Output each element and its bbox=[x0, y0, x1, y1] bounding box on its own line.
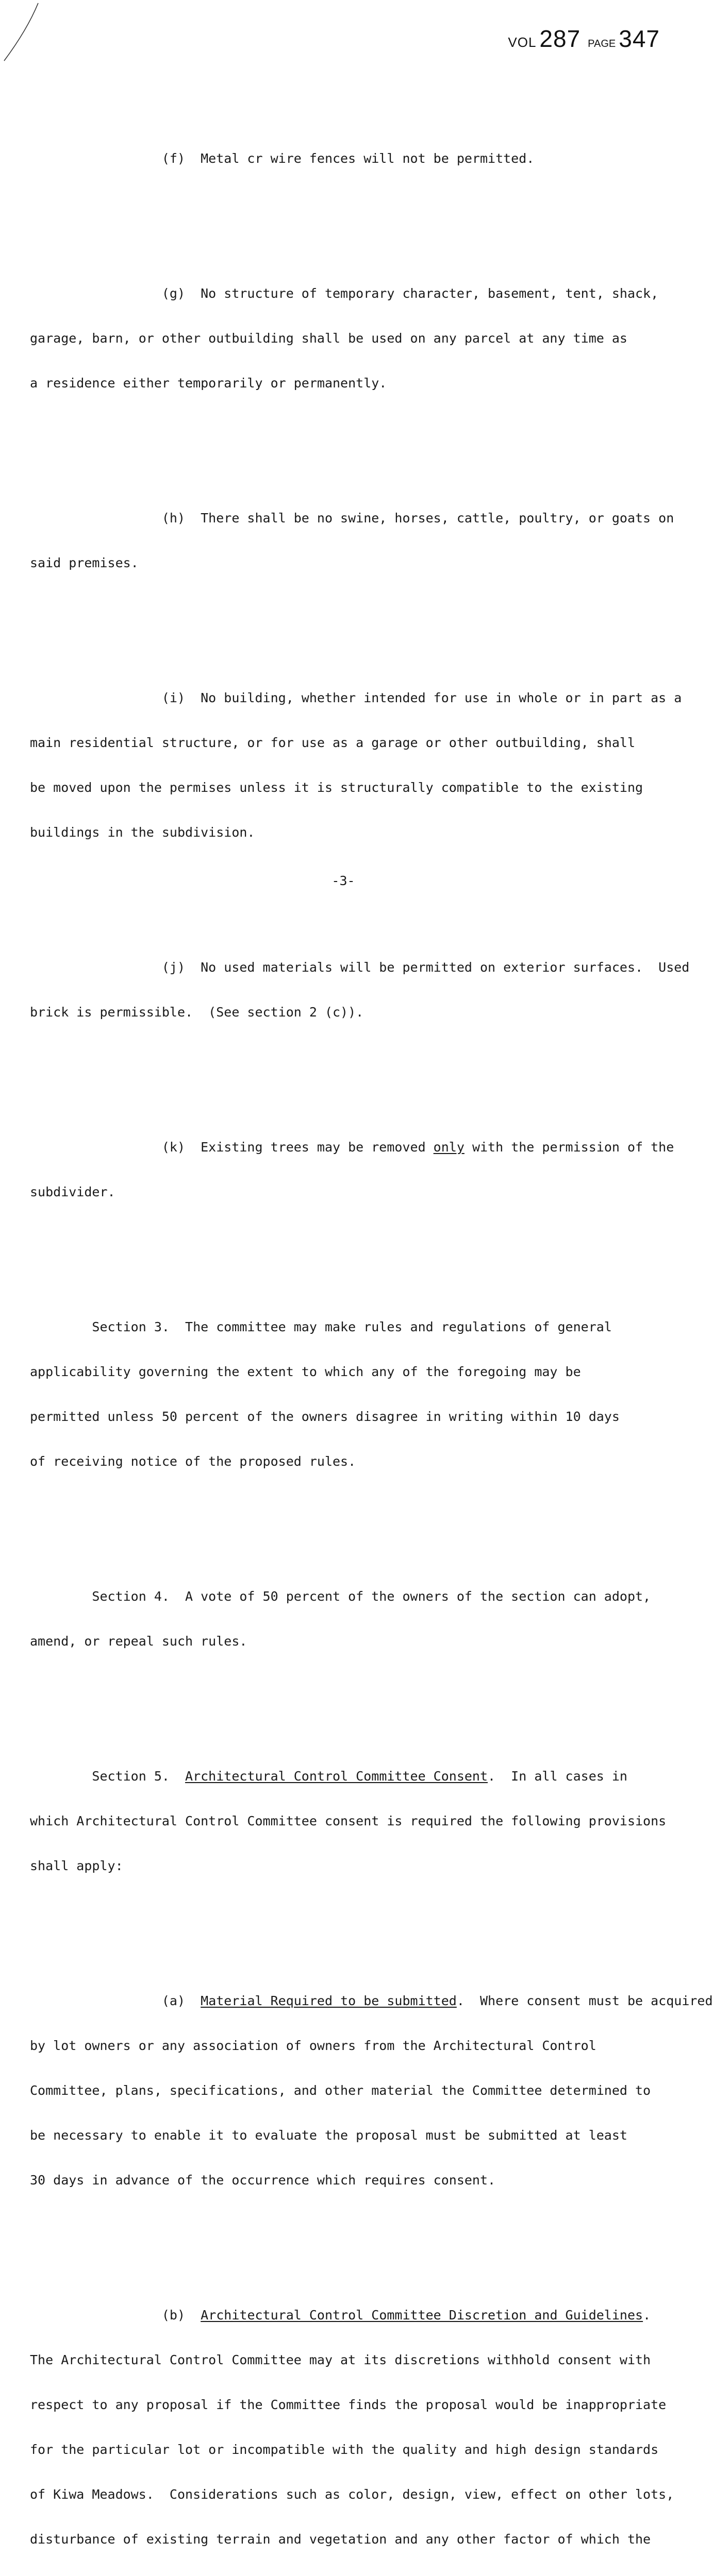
text-segment: (b) bbox=[30, 2308, 201, 2323]
section-5 bbox=[30, 1739, 667, 1903]
text-line: of Kiwa Meadows. Considerations such as color, design, view, effect on other lots, bbox=[30, 2487, 674, 2502]
paragraph-k bbox=[30, 1110, 674, 1229]
text-line: which Architectural Control Committee consent is required the following provisions bbox=[30, 1814, 667, 1828]
text-line: applicability governing the extent to which any of the foregoing may be bbox=[30, 1364, 581, 1379]
page-footer bbox=[0, 873, 687, 888]
paragraph-5a bbox=[30, 1963, 713, 2217]
text-line: permitted unless 50 percent of the owners disagree in writing within 10 days bbox=[30, 1409, 620, 1424]
text-line: (j) No used materials will be permitted on exterior surfaces. Used bbox=[30, 960, 690, 975]
page-number: 347 bbox=[619, 25, 660, 52]
text-line: 30 days in advance of the occurrence which requires consent. bbox=[30, 2173, 496, 2188]
text-line: garage, barn, or other outbuilding shall be used on any parcel at any time as bbox=[30, 331, 627, 346]
page-marker: -3- bbox=[331, 873, 355, 888]
text-line: shall apply: bbox=[30, 1858, 123, 1873]
text-line: amend, or repeal such rules. bbox=[30, 1634, 247, 1649]
text-line: a residence either temporarily or permanently. bbox=[30, 376, 387, 391]
paragraph-i bbox=[30, 660, 682, 870]
section-4 bbox=[30, 1559, 659, 1679]
section-heading-underlined: Architectural Control Committee Consent bbox=[185, 1769, 488, 1784]
text-line: (g) No structure of temporary character, basement, tent, shack, bbox=[30, 286, 659, 301]
page-label: PAGE bbox=[588, 38, 616, 49]
text-line: Committee, plans, specifications, and other material the Committee determined to bbox=[30, 2083, 651, 2098]
text-line: (f) Metal cr wire fences will not be permitted. bbox=[30, 151, 535, 166]
text-line: Section 3. The committee may make rules and regulations of general bbox=[30, 1319, 612, 1334]
margin-pen-stroke bbox=[0, 0, 41, 72]
text-line: respect to any proposal if the Committee finds the proposal would be inappropriate bbox=[30, 2397, 667, 2412]
text-segment: (a) bbox=[30, 1993, 201, 2008]
subheading-underlined: Material Required to be submitted bbox=[201, 1993, 457, 2008]
text-segment: Section 5. bbox=[30, 1769, 186, 1784]
text-line: buildings in the subdivision. bbox=[30, 825, 255, 840]
text-line: for the particular lot or incompatible with the quality and high design standards bbox=[30, 2442, 659, 2457]
text-line: by lot owners or any association of owners from the Architectural Control bbox=[30, 2038, 596, 2053]
text-line bbox=[30, 1769, 659, 1784]
text-line bbox=[30, 2308, 659, 2323]
text-line: disturbance of existing terrain and vegetation and any other factor of which the bbox=[30, 2532, 651, 2547]
paragraph-h bbox=[30, 481, 674, 600]
text-segment: . In all cases in bbox=[488, 1769, 627, 1784]
text-line: be necessary to enable it to evaluate the proposal must be submitted at least bbox=[30, 2128, 627, 2143]
text-line: brick is permissible. (See section 2 (c)). bbox=[30, 1005, 364, 1020]
text-line bbox=[30, 1993, 713, 2008]
text-line: The Architectural Control Committee may at its discretions withhold consent with bbox=[30, 2352, 651, 2367]
paragraph-g bbox=[30, 256, 659, 420]
text-line: be moved upon the permises unless it is structurally compatible to the existing bbox=[30, 780, 643, 795]
subheading-underlined: Architectural Control Committee Discretion and Guidelines bbox=[201, 2308, 643, 2323]
text-line: main residential structure, or for use as a garage or other outbuilding, shall bbox=[30, 735, 635, 750]
volume-number: 287 bbox=[539, 25, 581, 52]
paragraph-f bbox=[30, 121, 659, 196]
volume-label: VOL bbox=[508, 35, 537, 50]
text-line: subdivider. bbox=[30, 1184, 115, 1199]
paragraph-j bbox=[30, 930, 690, 1049]
volume-page-header bbox=[508, 25, 660, 53]
text-line bbox=[30, 1140, 674, 1155]
text-line: Section 4. A vote of 50 percent of the owners of the section can adopt, bbox=[30, 1589, 651, 1604]
paragraph-5b bbox=[30, 2278, 674, 2576]
text-line: of receiving notice of the proposed rules. bbox=[30, 1454, 356, 1469]
text-line: (h) There shall be no swine, horses, cattle, poultry, or goats on bbox=[30, 511, 674, 526]
document-body bbox=[30, 76, 713, 2576]
text-line: (i) No building, whether intended for use in whole or in part as a bbox=[30, 690, 682, 705]
underlined-text: only bbox=[433, 1140, 465, 1155]
text-segment: with the permission of the bbox=[464, 1140, 674, 1155]
text-segment: . Where consent must be acquired bbox=[456, 1993, 713, 2008]
text-segment: . bbox=[643, 2308, 651, 2323]
text-line: said premises. bbox=[30, 555, 139, 570]
text-segment: (k) Existing trees may be removed bbox=[30, 1140, 434, 1155]
section-3 bbox=[30, 1290, 659, 1499]
